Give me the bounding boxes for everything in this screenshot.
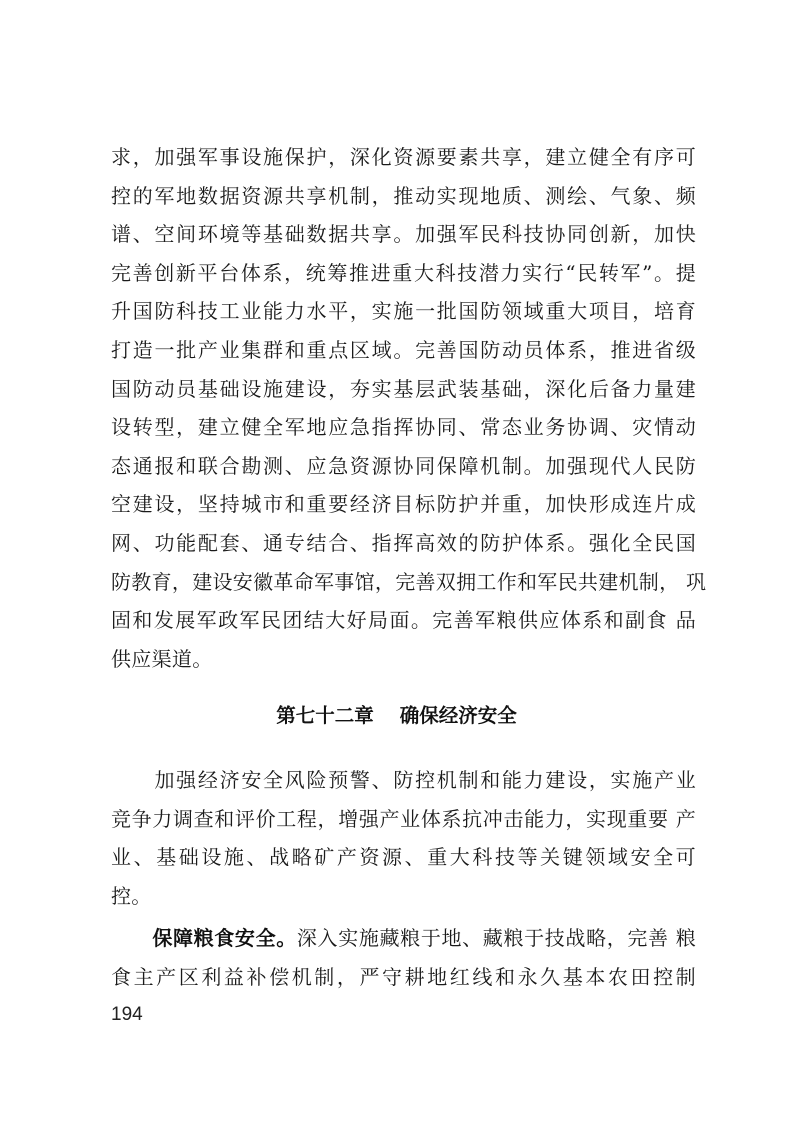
paragraph-line: 防教育，建设安徽革命军事馆，完善双拥工作和军民共建机制， 巩 <box>111 569 707 594</box>
paragraph-line: 控的军地数据资源共享机制，推动实现地质、测绘、气象、频 <box>111 183 696 208</box>
intro-paragraph <box>111 761 696 915</box>
paragraph-line: 竞争力调查和评价工程，增强产业体系抗冲击能力，实现重要 产 <box>111 806 696 831</box>
paragraph-line: 供应渠道。 <box>111 646 213 671</box>
paragraph-line: 打造一批产业集群和重点区域。完善国防动员体系，推进省级 <box>111 337 696 362</box>
paragraph-line: 固和发展军政军民团结大好局面。完善军粮供应体系和副食 品 <box>111 608 696 633</box>
paragraph-line: 食主产区利益补偿机制，严守耕地红线和永久基本农田控制 <box>111 964 696 989</box>
section-lead-heading: 保障粮食安全。 <box>152 926 297 950</box>
chapter-heading <box>0 700 793 732</box>
paragraph-line: 网、功能配套、通专结合、指挥高效的防护体系。强化全民国 <box>111 530 696 555</box>
paragraph-line: 升国防科技工业能力水平，实施一批国防领域重大项目，培育 <box>111 299 696 324</box>
chapter-title-text: 确保经济安全 <box>399 704 517 727</box>
paragraph-line: 业、基础设施、战略矿产资源、重大科技等关键领域安全可 <box>111 845 696 870</box>
continuation-paragraph <box>111 138 707 678</box>
paragraph-line: 加强经济安全风险预警、防控机制和能力建设，实施产业 <box>111 768 696 792</box>
food-security-paragraph <box>111 919 696 996</box>
page-number: 194 <box>111 1004 143 1025</box>
paragraph-line <box>111 919 696 958</box>
paragraph-line: 谱、空间环境等基础数据共享。加强军民科技协同创新，加快 <box>111 222 696 247</box>
paragraph-line: 态通报和联合勘测、应急资源协同保障机制。加强现代人民防 <box>111 453 696 478</box>
paragraph-line: 国防动员基础设施建设，夯实基层武装基础，深化后备力量建 <box>111 376 696 401</box>
chapter-number: 第七十二章 <box>276 704 374 727</box>
paragraph-line: 空建设，坚持城市和重要经济目标防护并重，加快形成连片成 <box>111 492 696 517</box>
paragraph-line: 设转型，建立健全军地应急指挥协同、常态业务协调、灾情动 <box>111 415 696 440</box>
lead-line-text: 深入实施藏粮于地、藏粮于技战略，完善 粮 <box>296 926 696 950</box>
paragraph-line: 控。 <box>111 883 152 908</box>
paragraph-line: 完善创新平台体系，统筹推进重大科技潜力实行“民转军”。提 <box>111 260 696 285</box>
paragraph-line: 求，加强军事设施保护，深化资源要素共享，建立健全有序可 <box>111 145 696 169</box>
